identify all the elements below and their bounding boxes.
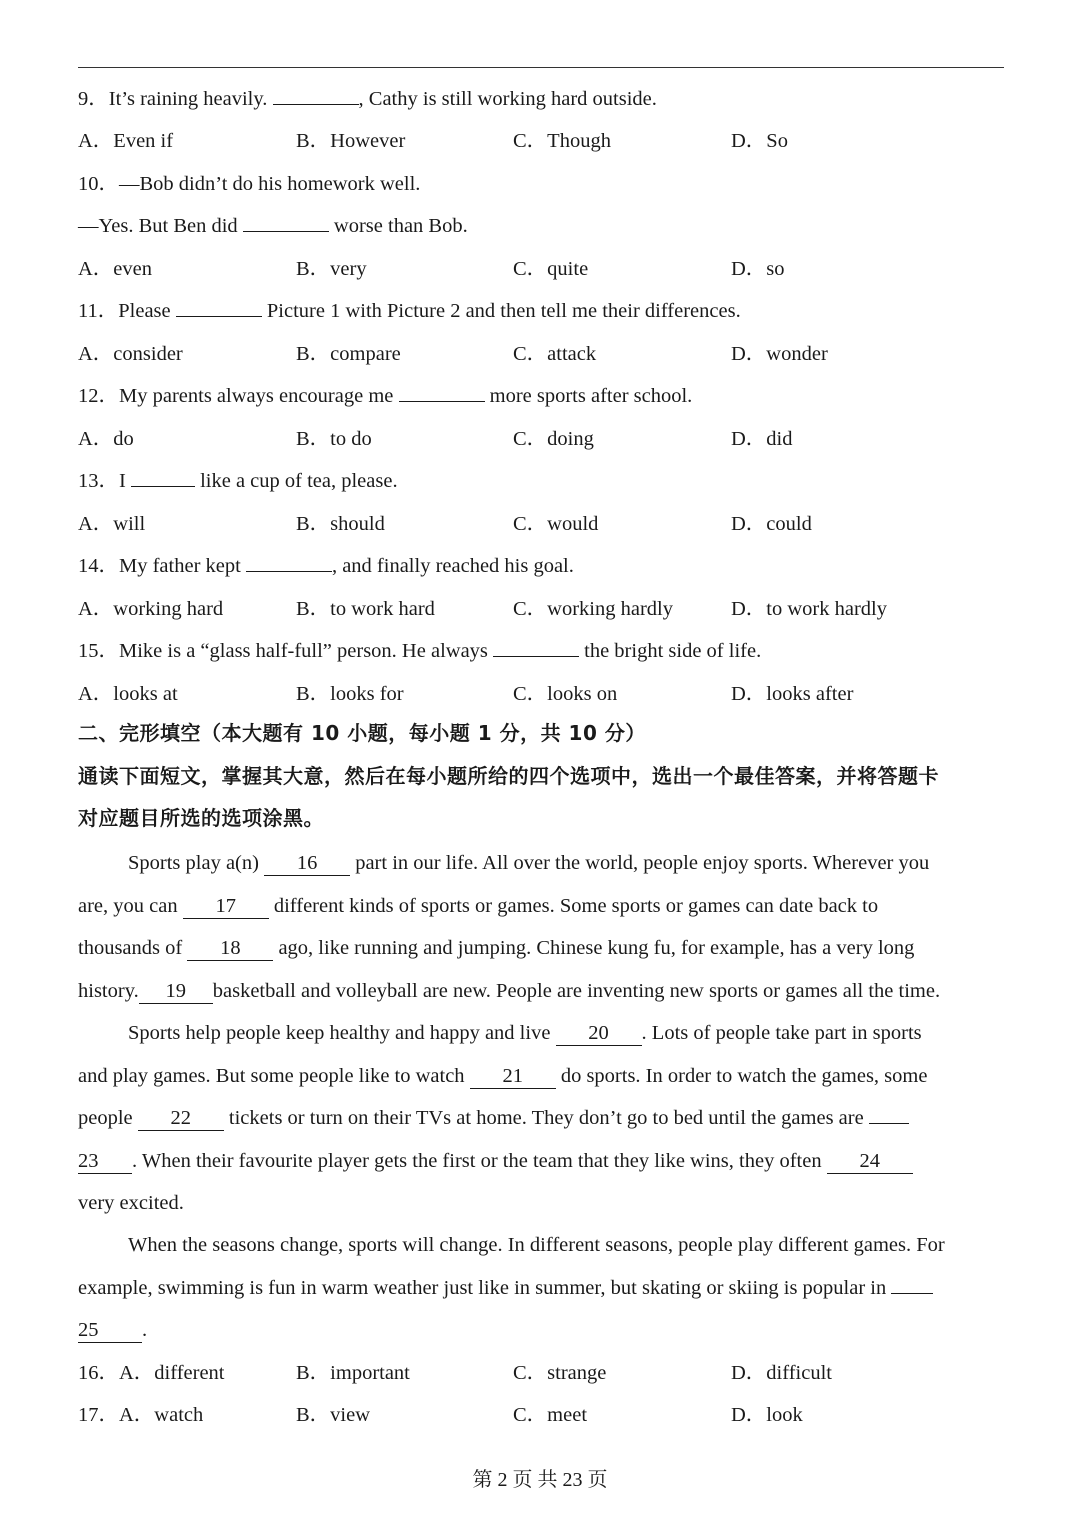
question-12-options: [78, 429, 1018, 451]
question-13: 13．I like a cup of tea, please.: [78, 470, 398, 492]
passage-line: thousands of 18 ago, like running and jumping. Chinese kung fu, for example, has a very long: [78, 937, 915, 959]
blank-22[interactable]: 22: [138, 1108, 224, 1131]
option-b[interactable]: B．to do: [296, 428, 372, 450]
option-a[interactable]: A．consider: [78, 343, 183, 365]
option-b[interactable]: B．looks for: [296, 683, 404, 705]
cloze-17-options: [78, 1405, 1018, 1427]
blank-25[interactable]: 25: [78, 1320, 142, 1343]
option-c[interactable]: C．would: [513, 513, 599, 535]
option-d[interactable]: D．could: [731, 513, 812, 535]
question-11: 11．Please Picture 1 with Picture 2 and then tell me their differences.: [78, 300, 741, 322]
cloze-16-options: [78, 1363, 1018, 1385]
option-b[interactable]: B．important: [296, 1362, 410, 1384]
question-13-options: [78, 514, 1018, 536]
question-14: 14．My father kept , and finally reached his goal.: [78, 555, 574, 577]
passage-line: history. 19 basketball and volleyball are new. People are inventing new sports or games all the time.: [78, 980, 941, 1002]
option-a[interactable]: A．working hard: [78, 598, 224, 620]
option-a[interactable]: A．looks at: [78, 683, 178, 705]
passage-line: are, you can 17 different kinds of sports or games. Some sports or games can date back to: [78, 895, 879, 917]
option-d[interactable]: D．did: [731, 428, 793, 450]
option-a[interactable]: 16．A．different: [78, 1362, 225, 1384]
question-10-line2: —Yes. But Ben did worse than Bob.: [78, 215, 468, 237]
header-rule: [78, 67, 1004, 68]
option-c[interactable]: C．quite: [513, 258, 589, 280]
option-d[interactable]: D．looks after: [731, 683, 854, 705]
blank-23[interactable]: 23: [78, 1151, 132, 1174]
passage-line: example, swimming is fun in warm weather just like in summer, but skating or skiing is popular in: [78, 1278, 1008, 1299]
passage-line: 23 . When their favourite player gets the first or the team that they like wins, they often 24: [78, 1151, 1008, 1174]
section-instructions-2: 对应题目所选的选项涂黑。: [78, 806, 324, 830]
option-b[interactable]: B．compare: [296, 343, 401, 365]
blank-24[interactable]: 24: [827, 1151, 913, 1174]
question-15: 15．Mike is a “glass half-full” person. He always the bright side of life.: [78, 640, 762, 662]
option-b[interactable]: B．view: [296, 1404, 371, 1426]
blank-16[interactable]: 16: [264, 853, 350, 876]
option-c[interactable]: C．attack: [513, 343, 597, 365]
blank-20[interactable]: 20: [556, 1023, 642, 1046]
passage-line: very excited.: [78, 1192, 184, 1214]
question-9: 9．It’s raining heavily. , Cathy is still working hard outside.: [78, 88, 657, 110]
option-d[interactable]: D．difficult: [731, 1362, 832, 1384]
section-instructions-1: 通读下面短文，掌握其大意，然后在每小题所给的四个选项中，选出一个最佳答案，并将答题卡: [78, 764, 939, 788]
option-b[interactable]: B．to work hard: [296, 598, 435, 620]
option-c[interactable]: C．working hardly: [513, 598, 673, 620]
question-12: 12．My parents always encourage me more sports after school.: [78, 385, 693, 407]
option-c[interactable]: C．strange: [513, 1362, 607, 1384]
section-heading: 二、完形填空（本大题有 10 小题，每小题 1 分，共 10 分）: [78, 721, 646, 745]
option-d[interactable]: D．So: [731, 130, 788, 152]
question-10: 10．—Bob didn’t do his homework well.: [78, 173, 421, 195]
option-a[interactable]: A．will: [78, 513, 146, 535]
option-a[interactable]: A．do: [78, 428, 134, 450]
blank-19[interactable]: 19: [139, 981, 213, 1004]
option-d[interactable]: D．look: [731, 1404, 803, 1426]
question-9-options: [78, 131, 1018, 153]
question-14-options: [78, 599, 1018, 621]
option-b[interactable]: B．very: [296, 258, 367, 280]
option-b[interactable]: B．should: [296, 513, 385, 535]
passage-line: Sports play a(n) 16 part in our life. All over the world, people enjoy sports. Wherever you: [128, 852, 930, 874]
option-c[interactable]: C．doing: [513, 428, 594, 450]
option-b[interactable]: B．However: [296, 130, 406, 152]
passage-line: people 22 tickets or turn on their TVs at home. They don’t go to bed until the games are: [78, 1108, 1008, 1131]
blank-21[interactable]: 21: [470, 1066, 556, 1089]
option-a[interactable]: 17．A．watch: [78, 1404, 204, 1426]
option-d[interactable]: D．so: [731, 258, 785, 280]
option-d[interactable]: D．wonder: [731, 343, 828, 365]
option-a[interactable]: A．even: [78, 258, 153, 280]
question-15-options: [78, 684, 1018, 706]
blank-18[interactable]: 18: [187, 938, 273, 961]
option-d[interactable]: D．to work hardly: [731, 598, 888, 620]
passage-line: and play games. But some people like to watch 21 do sports. In order to watch the games, some: [78, 1065, 928, 1087]
question-11-options: [78, 344, 1018, 366]
question-10-options: [78, 259, 1018, 281]
passage-line: When the seasons change, sports will change. In different seasons, people play different games. For: [128, 1234, 945, 1256]
option-c[interactable]: C．looks on: [513, 683, 618, 705]
option-c[interactable]: C．meet: [513, 1404, 588, 1426]
option-a[interactable]: A．Even if: [78, 130, 174, 152]
page-footer: 第 2 页 共 23 页: [472, 1469, 608, 1491]
passage-line: Sports help people keep healthy and happy and live 20 . Lots of people take part in sports: [128, 1022, 922, 1044]
blank-17[interactable]: 17: [183, 896, 269, 919]
passage-line: 25 .: [78, 1319, 148, 1341]
option-c[interactable]: C．Though: [513, 130, 611, 152]
